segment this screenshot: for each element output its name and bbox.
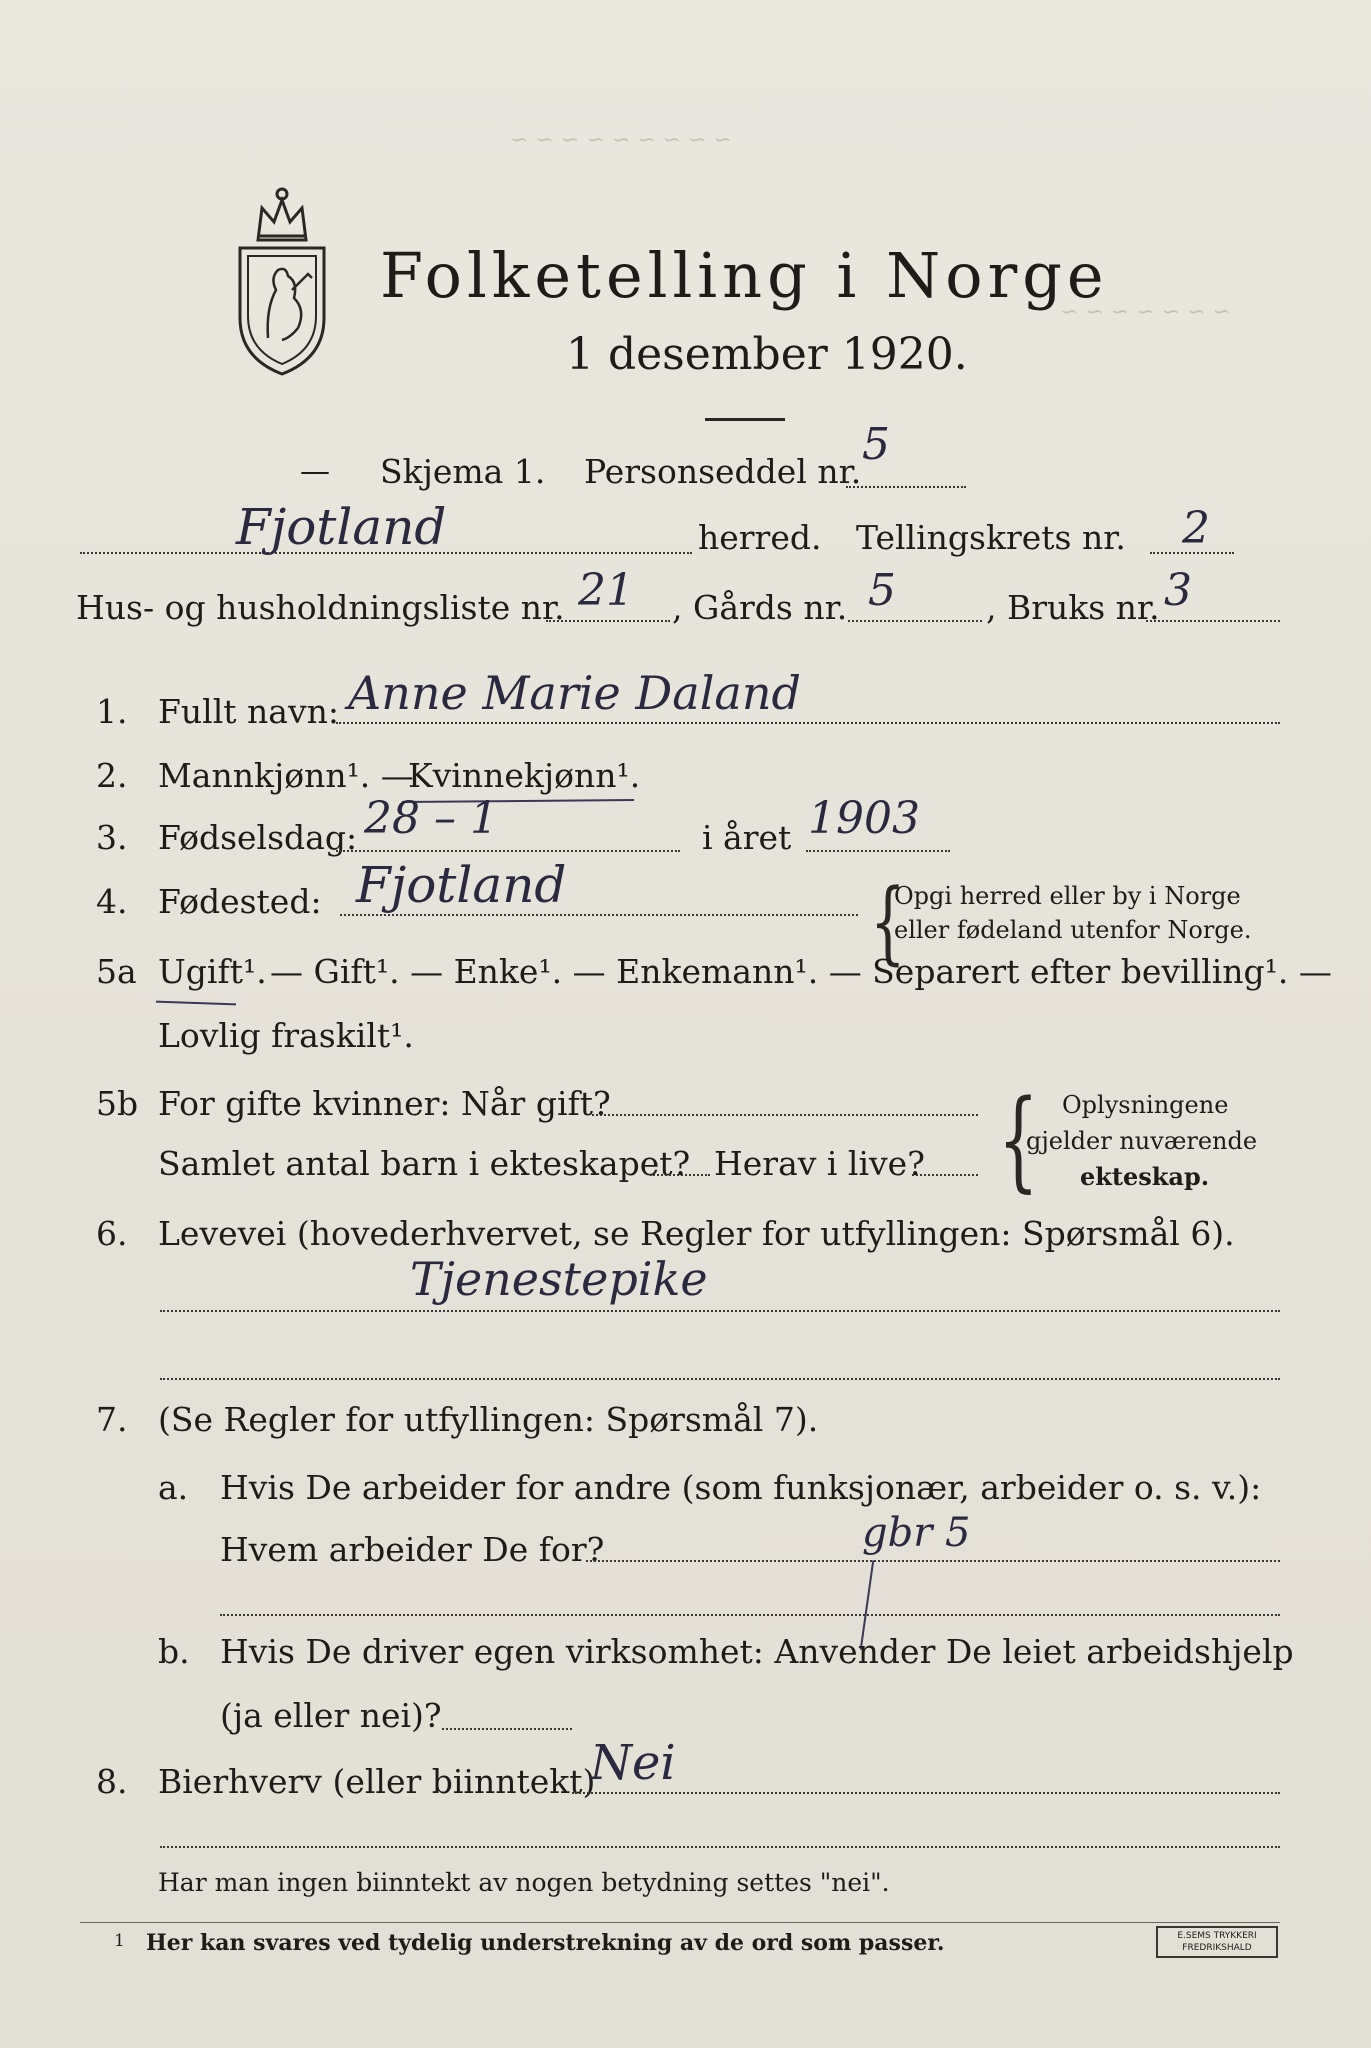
q6-line2 xyxy=(160,1378,1280,1380)
gards-line xyxy=(848,620,982,622)
footnote-text: Her kan svares ved tydelig understrekning av de ord som passer. xyxy=(146,1930,945,1956)
husliste-line xyxy=(546,620,670,622)
personseddel-label: Personseddel nr. xyxy=(584,452,862,491)
q4-label: Fødested: xyxy=(158,882,322,921)
q7a-extra-line xyxy=(220,1614,1280,1616)
q5b-brace: { xyxy=(998,1078,1039,1205)
q4-line xyxy=(340,914,858,916)
q5a-line2: Lovlig fraskilt¹. xyxy=(158,1016,414,1055)
q5b-label3: Herav i live? xyxy=(714,1144,925,1183)
husliste-label: Hus- og husholdningsliste nr. xyxy=(76,588,565,627)
q3-year-value: 1903 xyxy=(808,793,920,844)
q4-number: 4. xyxy=(96,882,128,921)
bruks-label: , Bruks nr. xyxy=(986,588,1160,627)
printer-stamp-line2: FREDRIKSHALD xyxy=(1182,1943,1252,1953)
q3-label: Fødselsdag: xyxy=(158,818,358,857)
q7b-line2: (ja eller nei)? xyxy=(220,1696,442,1735)
bruks-value: 3 xyxy=(1164,565,1192,616)
q3-day-line xyxy=(336,850,680,852)
q6-label: Levevei (hovederhvervet, se Regler for utfyllingen: Spørsmål 6). xyxy=(158,1214,1235,1253)
tellingskrets-label: Tellingskrets nr. xyxy=(856,518,1126,557)
printer-stamp xyxy=(1156,1926,1278,1958)
printer-stamp-line1: E.SEMS TRYKKERI xyxy=(1177,1931,1257,1941)
q2-female-option: Kvinnekjønn¹. xyxy=(408,756,641,795)
q5b-alive-line xyxy=(912,1174,978,1176)
title-divider xyxy=(705,418,785,421)
q4-note-line1: Opgi herred eller by i Norge xyxy=(894,882,1241,910)
q8-label: Bierhverv (eller biinntekt) xyxy=(158,1762,596,1801)
herred-value: Fjotland xyxy=(236,498,447,556)
q7a-letter: a. xyxy=(158,1468,189,1507)
q8-number: 8. xyxy=(96,1762,128,1801)
q7b-line xyxy=(442,1728,572,1730)
q8-value: Nei xyxy=(590,1735,676,1791)
q4-brace: { xyxy=(870,871,906,976)
q5b-number: 5b xyxy=(96,1084,139,1123)
q2-male-option: Mannkjønn¹. — xyxy=(158,756,414,795)
footnote-divider xyxy=(80,1922,1280,1923)
q5a-underline-mark xyxy=(156,1001,236,1006)
q5b-children-line xyxy=(650,1174,710,1176)
schema-label: Skjema 1. xyxy=(380,452,546,491)
personseddel-line xyxy=(846,486,966,488)
q5b-note-line2: gjelder nuværende xyxy=(1026,1127,1258,1155)
q5a-ugift-option: Ugift¹. xyxy=(158,952,267,991)
herred-label: herred. xyxy=(698,518,822,557)
q8-line xyxy=(572,1792,1280,1794)
census-date: 1 desember 1920. xyxy=(566,329,968,380)
gards-label: , Gårds nr. xyxy=(672,588,848,627)
personseddel-value: 5 xyxy=(862,419,890,470)
bleed-through-text: ~ ~ ~ ~ ~ ~ ~ ~ ~ xyxy=(510,128,732,153)
q5b-married-line xyxy=(592,1114,978,1116)
gards-value: 5 xyxy=(868,565,896,616)
q1-line xyxy=(336,722,1280,724)
husliste-value: 21 xyxy=(578,565,634,616)
form-title: Folketelling i Norge xyxy=(380,239,1109,312)
q7a-line2: Hvem arbeider De for? xyxy=(220,1530,605,1569)
q6-line1 xyxy=(160,1310,1280,1312)
q7b-letter: b. xyxy=(158,1632,190,1671)
q5b-label2: Samlet antal barn i ekteskapet? xyxy=(158,1144,691,1183)
footnote-number: 1 xyxy=(114,1931,125,1951)
coat-of-arms-emblem xyxy=(222,178,342,378)
q1-value: Anne Marie Daland xyxy=(348,666,801,720)
q5b-note-line1: Oplysningene xyxy=(1062,1091,1229,1119)
q6-value: Tjenestepike xyxy=(410,1252,708,1306)
q8-extra-line xyxy=(160,1846,1280,1848)
q7-label: (Se Regler for utfyllingen: Spørsmål 7). xyxy=(158,1400,819,1439)
q4-note-line2: eller fødeland utenfor Norge. xyxy=(894,916,1252,944)
footer-note: Har man ingen biinntekt av nogen betydning settes "nei". xyxy=(158,1868,890,1897)
q5a-options: — Gift¹. — Enke¹. — Enkemann¹. — Separert efter bevilling¹. — xyxy=(270,952,1332,991)
q7a-value: gbr 5 xyxy=(862,1510,971,1556)
q5b-note-line3: ekteskap. xyxy=(1080,1162,1210,1191)
dash-mark: — xyxy=(300,454,330,489)
q5b-label1: For gifte kvinner: Når gift? xyxy=(158,1084,611,1123)
q7b-line1: Hvis De driver egen virksomhet: Anvender De leiet arbeidshjelp xyxy=(220,1632,1294,1671)
q2-number: 2. xyxy=(96,756,128,795)
bruks-line xyxy=(1146,620,1280,622)
q7a-line1: Hvis De arbeider for andre (som funksjonær, arbeider o. s. v.): xyxy=(220,1468,1262,1507)
q3-year-label: i året xyxy=(702,818,792,857)
bleed-through-text: ~ ~ ~ ~ ~ ~ ~ xyxy=(1060,300,1231,325)
q3-year-line xyxy=(806,850,950,852)
q3-day-value: 28 – 1 xyxy=(364,793,498,844)
q7a-line xyxy=(586,1560,1280,1562)
q4-value: Fjotland xyxy=(356,856,567,914)
q7-number: 7. xyxy=(96,1400,128,1439)
q1-number: 1. xyxy=(96,692,128,731)
q5a-number: 5a xyxy=(96,952,137,991)
q1-label: Fullt navn: xyxy=(158,692,339,731)
tellingskrets-value: 2 xyxy=(1182,503,1210,554)
q3-number: 3. xyxy=(96,818,128,857)
q6-number: 6. xyxy=(96,1214,128,1253)
